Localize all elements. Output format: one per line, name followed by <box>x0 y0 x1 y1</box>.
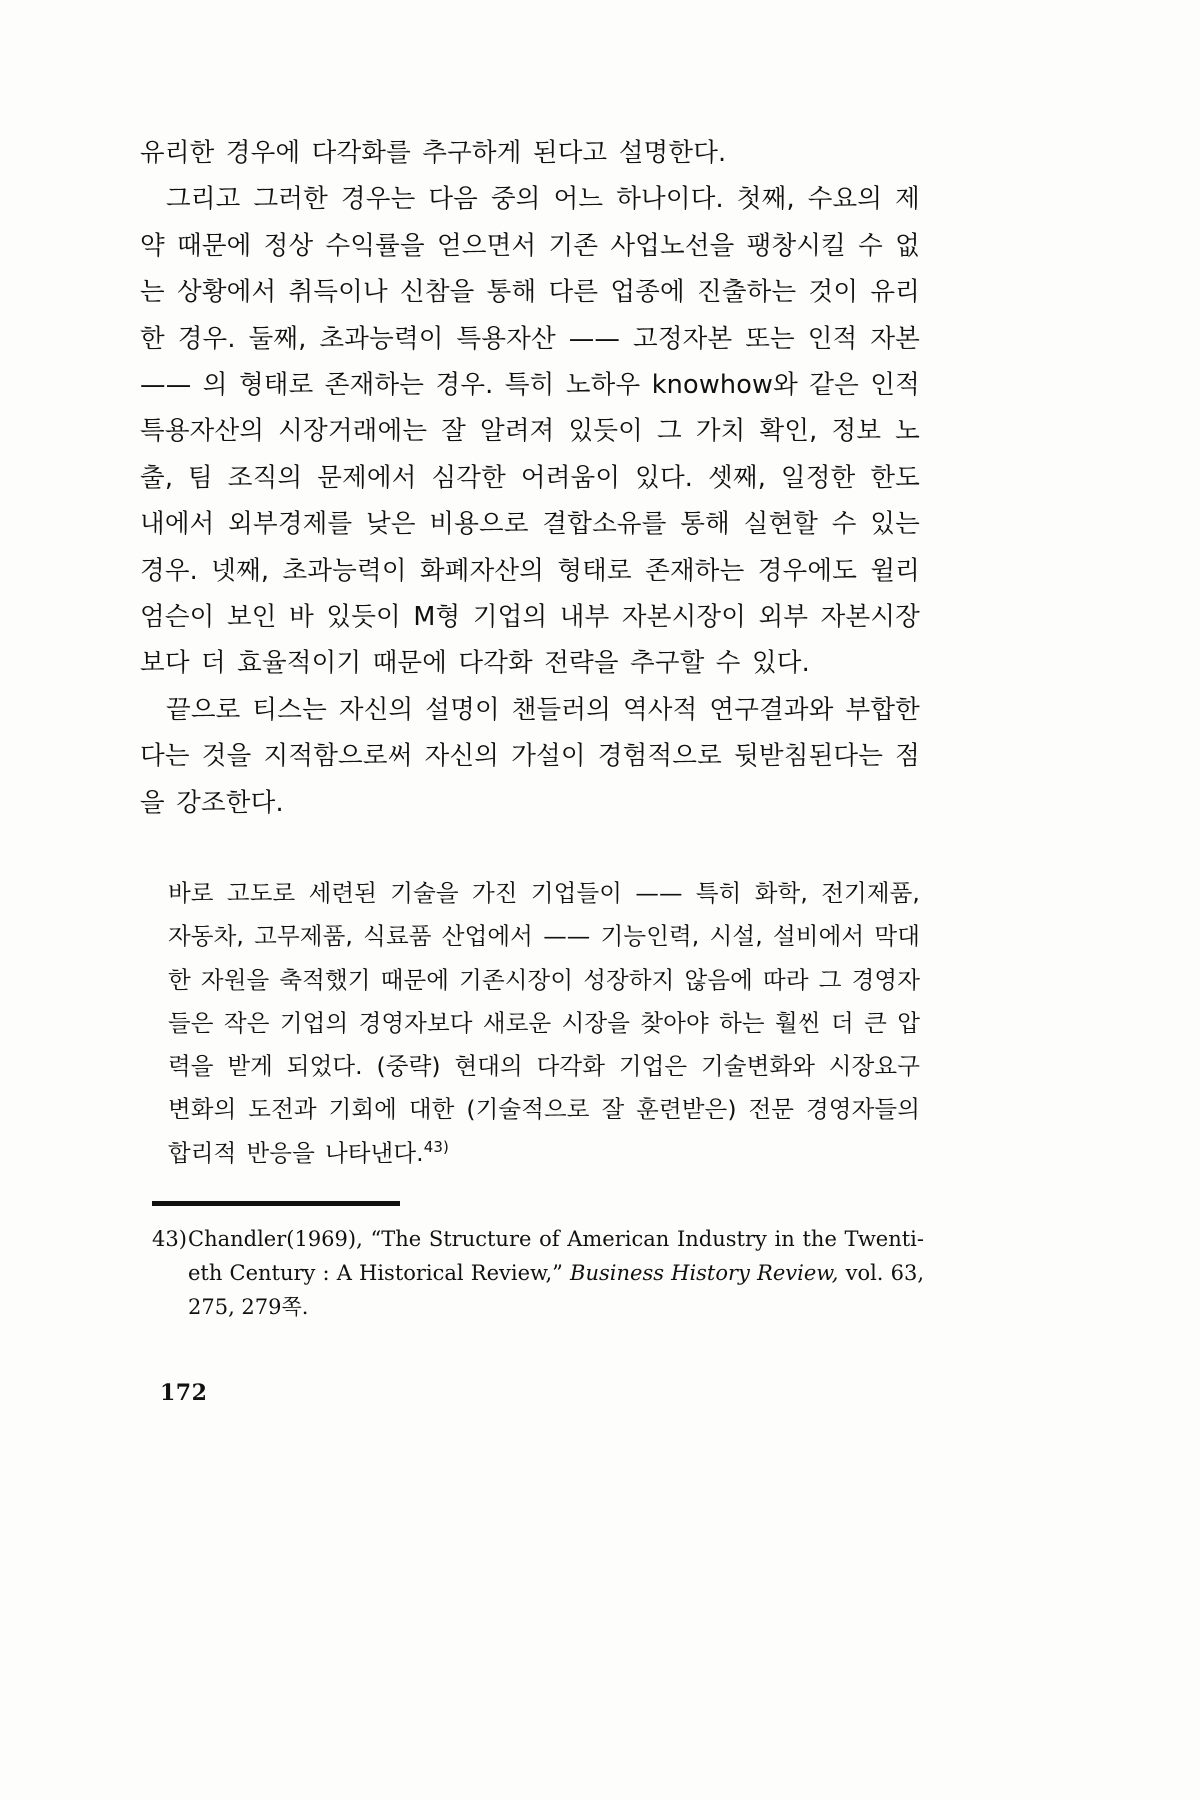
paragraph-2: 그리고 그러한 경우는 다음 중의 어느 하나이다. 첫째, 수요의 제약 때문에 정상 수익률을 얻으면서 기존 사업노선을 팽창시킬 수 없는 상황에서 취득이나 신참을 통해 다른 업종에 진출하는 것이 유리한 경우. 둘째, 초과능력이 특용자산 —— 고정자본 또는 인적 자본 —— 의 형태로 존재하는 경우. 특히 노하우 knowhow와 같은 인적 특용자산의 시장거래에는 잘 알려져 있듯이 그 가치 확인, 정보 노출, 팀 조직의 문제에서 심각한 어려움이 있다. 셋째, 일정한 한도 내에서 외부경제를 낮은 비용으로 결합소유를 통해 실현할 수 있는 경우. 넷째, 초과능력이 화폐자산의 형태로 존재하는 경우에도 윌리엄슨이 보인 바 있듯이 M형 기업의 내부 자본시장이 외부 자본시장보다 더 효율적이기 때문에 다각화 전략을 추구할 수 있다. <box>140 184 920 679</box>
paragraph-1: 유리한 경우에 다각화를 추구하게 된다고 설명한다. <box>140 138 727 168</box>
footnote-inner <box>152 1222 924 1324</box>
footnote <box>152 1222 924 1324</box>
footnote-separator <box>152 1201 400 1206</box>
page-body <box>140 130 920 1175</box>
block-quote-body: 바로 고도로 세련된 기술을 가진 기업들이 —— 특히 화학, 전기제품, 자동차, 고무제품, 식료품 산업에서 —— 기능인력, 시설, 설비에서 막대한 자원을 축적했기 때문에 기존시장이 성장하지 않음에 따라 그 경영자들은 작은 기업의 경영자보다 새로운 시장을 찾아야 하는 훨씬 더 큰 압력을 받게 되었다. (중략) 현대의 다각화 기업은 기술변화와 시장요구 변화의 도전과 기회에 대한 (기술적으로 잘 훈련받은) 전문 경영자들의 합리적 반응을 나타낸다. <box>168 879 920 1167</box>
footnote-text <box>152 1222 924 1324</box>
block-quote-text <box>168 872 920 1175</box>
footnote-text-part1: Chandler(1969), “The Structure of American Industry in the Twenti-eth Century : A Historical Review,” <box>188 1227 924 1286</box>
paragraph-3: 끝으로 티스는 자신의 설명이 챈들러의 역사적 연구결과와 부합한다는 것을 지적함으로써 자신의 가설이 경험적으로 뒷받침된다는 점을 강조한다. <box>140 694 920 818</box>
footnote-reference: 43) <box>423 1137 449 1156</box>
block-quote <box>168 872 920 1175</box>
footnote-marker: 43) <box>152 1227 187 1251</box>
footnote-journal-title: Business History Review, <box>570 1261 839 1286</box>
footnote-text-part2: vol. 63, 275, 279쪽. <box>188 1261 924 1320</box>
page-number: 172 <box>160 1380 208 1406</box>
